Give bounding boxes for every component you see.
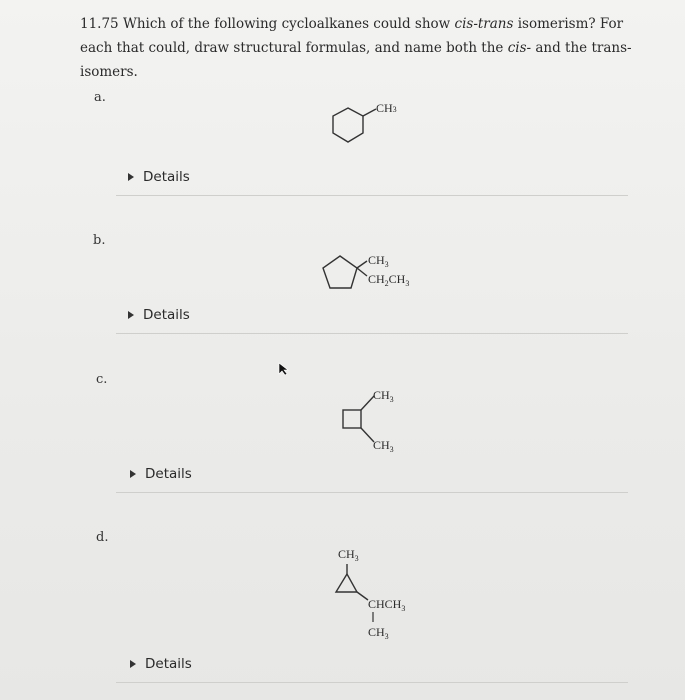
question-text-part-1: Which of the following cycloalkanes could show (122, 16, 455, 32)
disclosure-triangle-icon (130, 660, 136, 668)
substituent-ch3: $CH_3$ (368, 625, 389, 641)
substituent-ch3: $CH_3$ (368, 253, 389, 269)
methylcyclohexane-structure (330, 98, 450, 158)
structure-a (330, 98, 450, 162)
bond (357, 268, 367, 276)
cyclohexane-ring (333, 108, 363, 142)
question-text-italic: cis-trans (454, 16, 514, 32)
ethylmethylcyclopentane-structure (321, 250, 461, 300)
part-c-label: c. (96, 372, 108, 387)
bond (357, 261, 367, 268)
disclosure-triangle-icon (128, 173, 134, 181)
details-label: Details (145, 656, 192, 672)
divider (116, 333, 628, 334)
details-label: Details (143, 307, 190, 323)
bond (357, 592, 368, 600)
substituent-ch2ch3: $CH_2CH_3$ (368, 272, 410, 288)
details-label: Details (145, 466, 192, 482)
mouse-cursor-icon (278, 361, 290, 380)
details-toggle-d[interactable] (130, 656, 192, 672)
substituent-ch3: $CH_3$ (373, 438, 394, 454)
details-toggle-a[interactable] (128, 169, 190, 185)
details-label: Details (143, 169, 190, 185)
part-b-label: b. (93, 233, 106, 248)
substituent-ch3: $CH_3$ (373, 388, 394, 404)
substituted-cyclopropane-structure (333, 544, 463, 654)
substituent-chch3: $CHCH_3$ (368, 597, 406, 613)
cyclopentane-ring (323, 256, 357, 288)
structure-c (340, 386, 440, 460)
question-text (80, 12, 640, 84)
details-toggle-c[interactable] (130, 466, 192, 482)
part-d-label: d. (96, 530, 109, 545)
bond (363, 109, 376, 116)
divider (116, 682, 628, 683)
question-text-part-3: and the trans- isomers. (80, 40, 632, 80)
cyclobutane-ring (343, 410, 361, 428)
dimethylcyclobutane-structure (340, 386, 440, 456)
substituent-ch3: CH3 (376, 101, 397, 115)
disclosure-triangle-icon (130, 470, 136, 478)
structure-b (321, 250, 461, 304)
divider (116, 492, 628, 493)
divider (116, 195, 628, 196)
question-text-part-2: isomerism? For each that could, draw structural formulas, and name both the (80, 16, 624, 56)
question-text-italic-2: cis- (507, 40, 532, 56)
structure-d (333, 544, 463, 658)
substituent-ch3: $CH_3$ (338, 547, 359, 563)
details-toggle-b[interactable] (128, 307, 190, 323)
cyclopropane-ring (336, 574, 357, 592)
disclosure-triangle-icon (128, 311, 134, 319)
question-number: 11.75 (80, 16, 119, 32)
part-a-label: a. (94, 90, 106, 105)
